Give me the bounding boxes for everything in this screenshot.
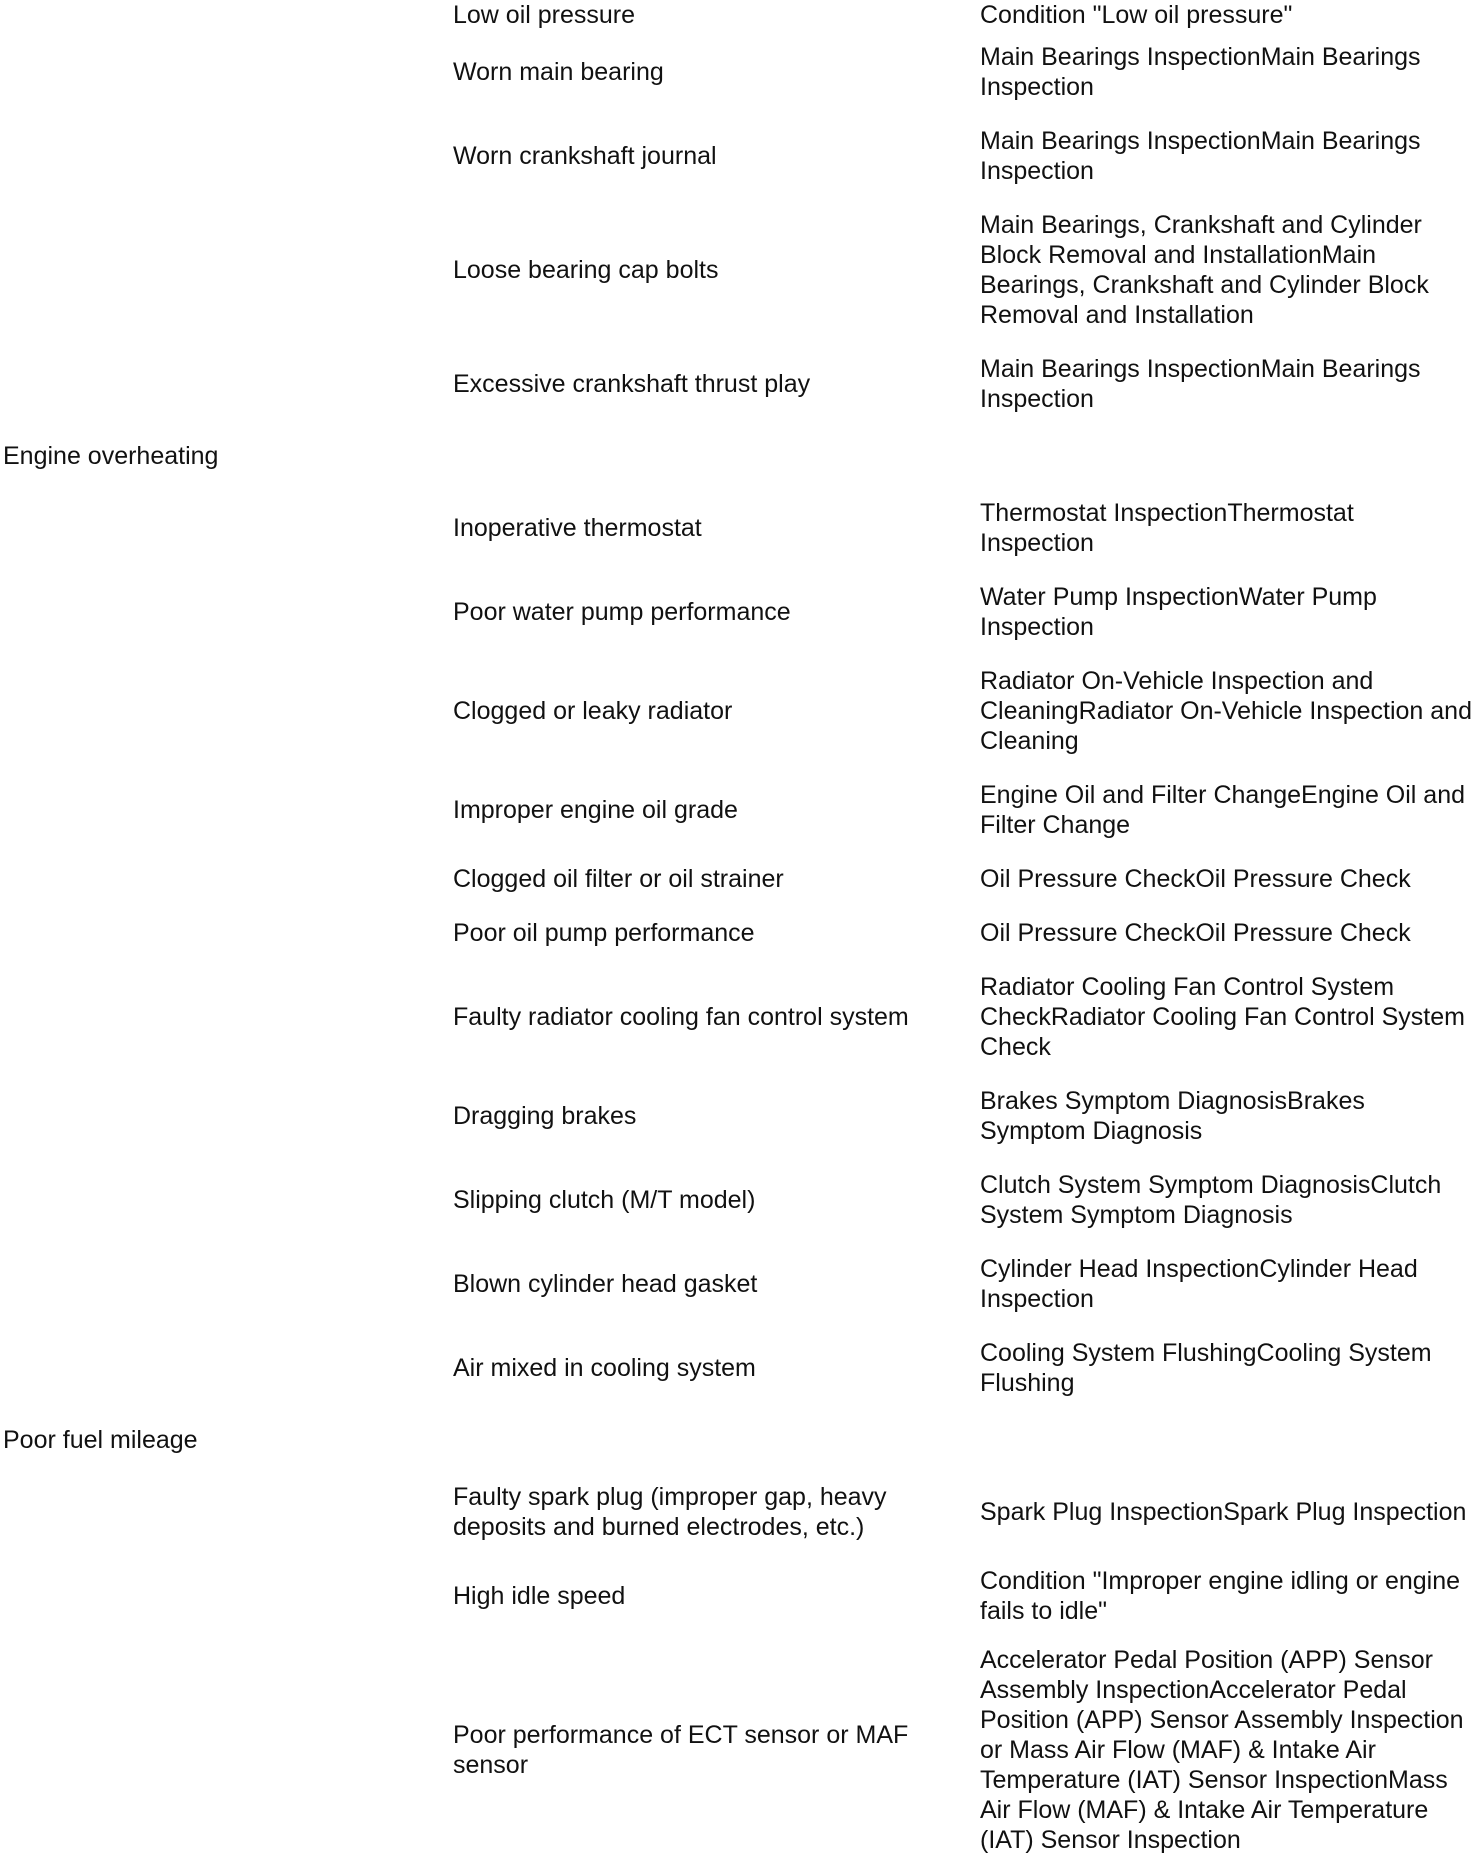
cause-cell: Excessive crankshaft thrust play [453,370,811,398]
cause-cell: Clogged oil filter or oil strainer [453,865,784,893]
cause-cell: Loose bearing cap bolts [453,256,719,284]
reference-link[interactable]: Accelerator Pedal Position (APP) Sensor Assembly InspectionAccelerator Pedal Position (APP) Sensor Assembly Inspection or Mass Air Flow (MAF) & Intake Air Temperature (IAT) Sensor InspectionMass Air Flow (MAF) & Intake Air Temperature (IAT) Sensor Inspection [980,1646,1464,1854]
cause-cell: Inoperative thermostat [453,514,702,542]
reference-link[interactable]: Main Bearings, Crankshaft and Cylinder Block Removal and InstallationMain Bearings, Crankshaft and Cylinder Block Removal and Installation [980,211,1429,329]
table-row [0,1326,1472,1410]
reference-link[interactable]: Main Bearings InspectionMain Bearings Inspection [980,43,1421,101]
reference-link[interactable]: Oil Pressure CheckOil Pressure Check [980,865,1411,893]
table-row [0,906,1472,960]
cause-cell: Worn main bearing [453,58,664,86]
reference-link[interactable]: Clutch System Symptom DiagnosisClutch System Symptom Diagnosis [980,1171,1442,1229]
table-row [0,852,1472,906]
cause-cell: Poor performance of ECT sensor or MAF sensor [453,1721,909,1779]
cause-cell: Low oil pressure [453,1,636,29]
table-row [0,1158,1472,1242]
reference-link[interactable]: Main Bearings InspectionMain Bearings Inspection [980,127,1421,185]
table-row [0,198,1472,342]
table-row [0,0,1472,30]
cause-cell: Clogged or leaky radiator [453,697,733,725]
cause-cell: Blown cylinder head gasket [453,1270,758,1298]
reference-link[interactable]: Thermostat InspectionThermostat Inspection [980,499,1354,557]
reference-link[interactable]: Radiator On-Vehicle Inspection and CleaningRadiator On-Vehicle Inspection and Cleaning [980,667,1472,755]
cause-cell: Dragging brakes [453,1102,637,1130]
reference-link[interactable]: Engine Oil and Filter ChangeEngine Oil and Filter Change [980,781,1466,839]
table-row [0,114,1472,198]
table-row [0,30,1472,114]
reference-link[interactable]: Cooling System FlushingCooling System Flushing [980,1339,1432,1397]
reference-link[interactable]: Radiator Cooling Fan Control System CheckRadiator Cooling Fan Control System Check [980,973,1465,1061]
reference-link[interactable]: Condition "Low oil pressure" [980,1,1293,29]
cause-cell: Worn crankshaft journal [453,142,717,170]
cause-cell: High idle speed [453,1582,626,1610]
cause-cell: Faulty radiator cooling fan control system [453,1003,909,1031]
table-row [0,1554,1472,1638]
table-row [0,1470,1472,1554]
table-row [0,570,1472,654]
reference-link[interactable]: Spark Plug InspectionSpark Plug Inspection [980,1498,1467,1526]
reference-link[interactable]: Cylinder Head InspectionCylinder Head Inspection [980,1255,1418,1313]
reference-link[interactable]: Water Pump InspectionWater Pump Inspection [980,583,1377,641]
reference-link[interactable]: Oil Pressure CheckOil Pressure Check [980,919,1411,947]
table-row [0,1074,1472,1158]
table-row [0,486,1472,570]
condition-heading: Poor fuel mileage [3,1426,198,1454]
cause-cell: Air mixed in cooling system [453,1354,756,1382]
cause-cell: Poor water pump performance [453,598,791,626]
table-row [0,960,1472,1074]
cause-cell: Poor oil pump performance [453,919,755,947]
condition-heading: Engine overheating [3,442,219,470]
reference-link[interactable]: Main Bearings InspectionMain Bearings Inspection [980,355,1421,413]
reference-link[interactable]: Brakes Symptom DiagnosisBrakes Symptom Diagnosis [980,1087,1365,1145]
table-row [0,654,1472,768]
reference-link[interactable]: Condition "Improper engine idling or engine fails to idle" [980,1567,1461,1625]
table-row [0,1242,1472,1326]
table-row [0,342,1472,426]
cause-cell: Slipping clutch (M/T model) [453,1186,756,1214]
table-row [0,768,1472,852]
table-row [0,1638,1472,1862]
cause-cell: Improper engine oil grade [453,796,738,824]
cause-cell: Faulty spark plug (improper gap, heavy deposits and burned electrodes, etc.) [453,1483,887,1541]
